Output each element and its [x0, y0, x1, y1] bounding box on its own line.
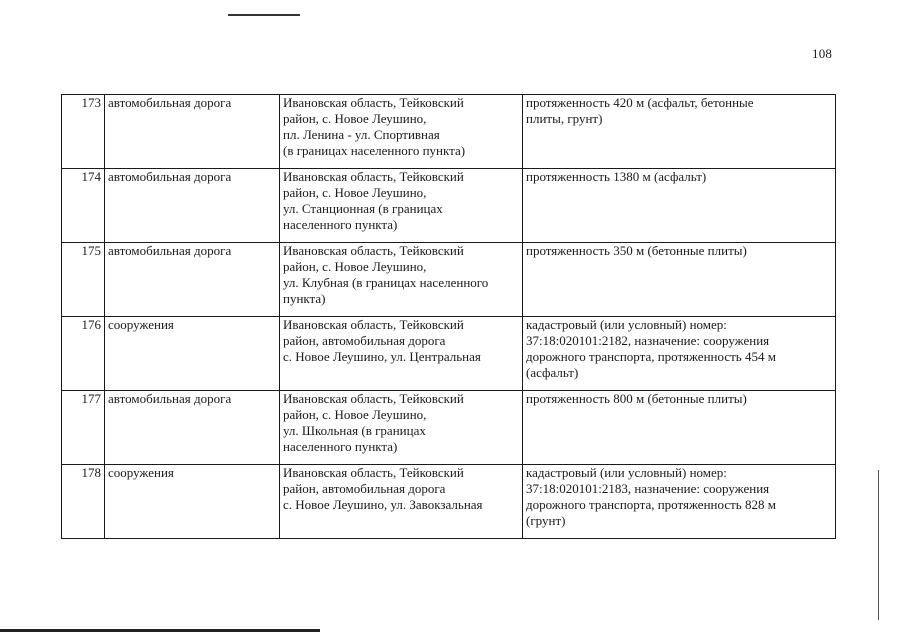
object-address — [280, 317, 523, 391]
object-address — [280, 169, 523, 243]
address-line: Ивановская область, Тейковский — [283, 465, 464, 480]
object-address — [280, 95, 523, 169]
table-row — [62, 169, 836, 243]
object-name: автомобильная дорога — [105, 243, 280, 317]
object-name: сооружения — [105, 317, 280, 391]
object-description — [523, 391, 836, 465]
row-number: 173 — [62, 95, 105, 169]
table-row — [62, 243, 836, 317]
row-number: 175 — [62, 243, 105, 317]
scan-edge-line — [878, 470, 879, 620]
table-row — [62, 317, 836, 391]
address-line: ул. Станционная (в границах — [283, 201, 443, 216]
bottom-rule — [0, 629, 320, 632]
address-line: район, с. Новое Леушино, — [283, 185, 427, 200]
description-line: кадастровый (или условный) номер: — [526, 465, 727, 480]
address-line: Ивановская область, Тейковский — [283, 317, 464, 332]
object-name: автомобильная дорога — [105, 391, 280, 465]
address-line: ул. Клубная (в границах населенного — [283, 275, 489, 290]
object-description — [523, 169, 836, 243]
description-line: дорожного транспорта, протяженность 454 м — [526, 349, 776, 364]
address-line: пл. Ленина - ул. Спортивная — [283, 127, 440, 142]
address-line: населенного пункта) — [283, 439, 398, 454]
object-address — [280, 243, 523, 317]
address-line: Ивановская область, Тейковский — [283, 391, 464, 406]
object-address — [280, 465, 523, 539]
page-number: 108 — [812, 46, 833, 61]
address-line: (в границах населенного пункта) — [283, 143, 466, 158]
address-line: район, с. Новое Леушино, — [283, 407, 427, 422]
object-name: автомобильная дорога — [105, 169, 280, 243]
address-line: с. Новое Леушино, ул. Завокзальная — [283, 497, 483, 512]
description-line: (асфальт) — [526, 365, 579, 380]
address-line: Ивановская область, Тейковский — [283, 243, 464, 258]
description-line: кадастровый (или условный) номер: — [526, 317, 727, 332]
description-line: протяженность 350 м (бетонные плиты) — [526, 243, 747, 258]
row-number: 174 — [62, 169, 105, 243]
description-line: 37:18:020101:2183, назначение: сооружения — [526, 481, 770, 496]
address-line: район, с. Новое Леушино, — [283, 259, 427, 274]
address-line: ул. Школьная (в границах — [283, 423, 426, 438]
object-name: сооружения — [105, 465, 280, 539]
address-line: пункта) — [283, 291, 326, 306]
address-line: с. Новое Леушино, ул. Центральная — [283, 349, 481, 364]
row-number: 178 — [62, 465, 105, 539]
object-address — [280, 391, 523, 465]
description-line: протяженность 1380 м (асфальт) — [526, 169, 707, 184]
description-line: (грунт) — [526, 513, 566, 528]
object-description — [523, 95, 836, 169]
objects-table — [61, 94, 836, 539]
description-line: плиты, грунт) — [526, 111, 603, 126]
description-line: протяженность 800 м (бетонные плиты) — [526, 391, 747, 406]
description-line: дорожного транспорта, протяженность 828 м — [526, 497, 776, 512]
description-line: 37:18:020101:2182, назначение: сооружения — [526, 333, 770, 348]
address-line: населенного пункта) — [283, 217, 398, 232]
table-row — [62, 465, 836, 539]
object-description — [523, 317, 836, 391]
table-row — [62, 95, 836, 169]
address-line: район, автомобильная дорога — [283, 481, 446, 496]
top-rule — [228, 14, 300, 16]
address-line: район, с. Новое Леушино, — [283, 111, 427, 126]
object-description — [523, 243, 836, 317]
table-row — [62, 391, 836, 465]
row-number: 176 — [62, 317, 105, 391]
address-line: Ивановская область, Тейковский — [283, 95, 464, 110]
address-line: Ивановская область, Тейковский — [283, 169, 464, 184]
object-name: автомобильная дорога — [105, 95, 280, 169]
row-number: 177 — [62, 391, 105, 465]
object-description — [523, 465, 836, 539]
description-line: протяженность 420 м (асфальт, бетонные — [526, 95, 754, 110]
address-line: район, автомобильная дорога — [283, 333, 446, 348]
